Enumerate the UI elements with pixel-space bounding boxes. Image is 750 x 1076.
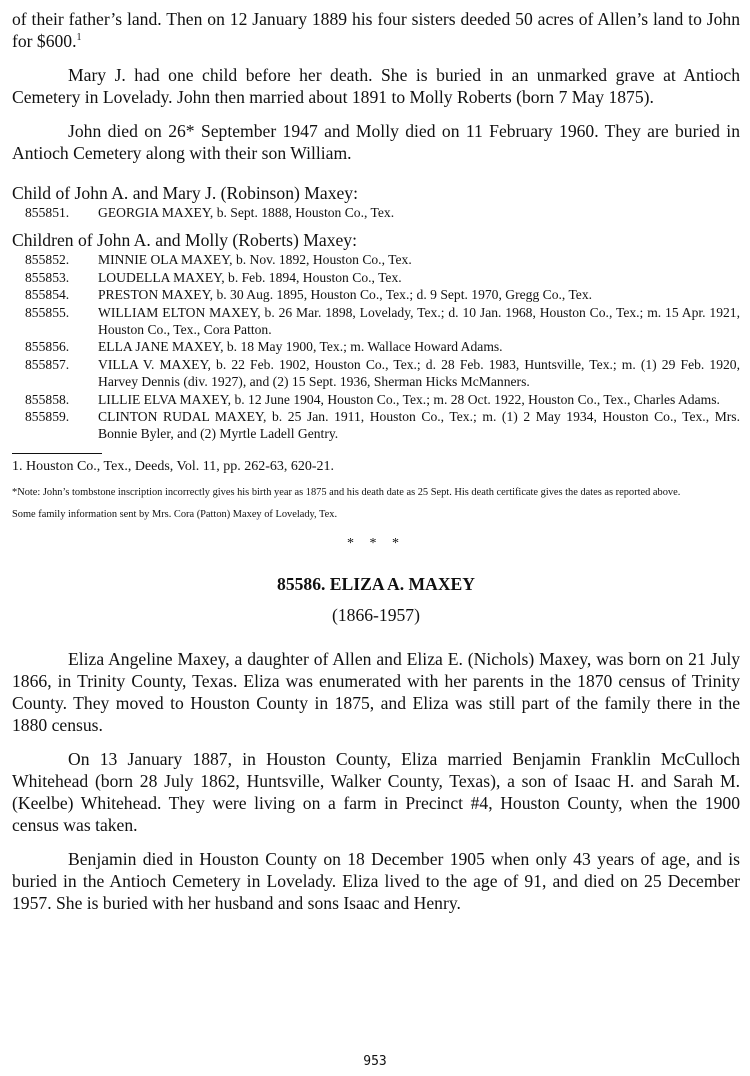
tombstone-note: *Note: John’s tombstone inscription incorrectly gives his birth year as 1875 and his death date as 25 Sept. His death certificate gives the dates as reported above. <box>12 486 681 498</box>
section-dates: (1866-1957) <box>332 604 420 625</box>
intro-paragraph-2: Mary J. had one child before her death. She is buried in an unmarked grave at Antioch Cemetery in Lovelady. John then married about 1891 to Molly Roberts (born 7 May 1875). <box>12 65 740 107</box>
children-heading: Child of John A. and Mary J. (Robinson) Maxey: <box>12 183 358 203</box>
children-list-molly <box>12 229 740 442</box>
child-entry: CLINTON RUDAL MAXEY, b. 25 Jan. 1911, Houston Co., Tex.; m. (1) 2 May 1934, Houston Co., Tex., Mrs. Bonnie Byler, and (2) Myrtle Ladell Gentry. <box>98 409 740 442</box>
child-entry: VILLA V. MAXEY, b. 22 Feb. 1902, Houston Co., Tex.; d. 28 Feb. 1983, Huntsville, Tex.; m. (1) 29 Feb. 1920, Harvey Dennis (div. 1927), and (2) 15 Sept. 1936, Sherman Hicks McManners. <box>98 356 740 390</box>
list-item <box>12 251 740 268</box>
footnote-marker: 1 <box>76 32 82 44</box>
child-number: 855854. <box>25 287 70 303</box>
intro-paragraph-3: John died on 26* September 1947 and Molly died on 11 February 1960. They are buried in Antioch Cemetery along with their son William. <box>12 121 740 163</box>
child-entry: LOUDELLA MAXEY, b. Feb. 1894, Houston Co., Tex. <box>98 269 402 285</box>
child-number: 855857. <box>25 356 70 372</box>
list-item <box>12 286 740 303</box>
child-entry: WILLIAM ELTON MAXEY, b. 26 Mar. 1898, Lovelady, Tex.; d. 10 Jan. 1968, Houston Co., Tex.; m. 15 Apr. 1921, Houston Co., Tex., Cora Patton. <box>98 304 740 338</box>
child-entry: ELLA JANE MAXEY, b. 18 May 1900, Tex.; m. Wallace Howard Adams. <box>98 339 503 355</box>
section-title: 85586. ELIZA A. MAXEY <box>277 573 475 594</box>
child-number: 855855. <box>25 304 70 320</box>
list-item <box>12 269 740 286</box>
list-item <box>12 408 740 443</box>
child-number: 855859. <box>25 409 70 425</box>
child-number: 855853. <box>25 269 70 285</box>
footnote-divider <box>12 453 102 454</box>
section-paragraph-2: On 13 January 1887, in Houston County, Eliza married Benjamin Franklin McCulloch Whitehead (born 28 July 1862, Huntsville, Walker County, Texas), a son of Isaac H. and Sarah M. (Keelbe) Whitehead. They were living on a farm in Precinct #4, Houston County, when the 1900 census was taken. <box>12 748 740 835</box>
section-paragraph-1: Eliza Angeline Maxey, a daughter of Allen and Eliza E. (Nichols) Maxey, was born on 21 July 1866, in Trinity County, Texas. Eliza was enumerated with her parents in the 1870 census of Trinity County. They moved to Houston County in 1875, and Eliza was still part of the family there in the 1880 census. <box>12 648 740 735</box>
child-entry: MINNIE OLA MAXEY, b. Nov. 1892, Houston Co., Tex. <box>98 252 412 268</box>
child-number: 855852. <box>25 252 70 268</box>
list-item <box>12 391 740 408</box>
list-item <box>12 204 740 221</box>
source-note: Some family information sent by Mrs. Cora (Patton) Maxey of Lovelady, Tex. <box>12 508 338 520</box>
list-item <box>12 338 740 355</box>
child-entry: GEORGIA MAXEY, b. Sept. 1888, Houston Co., Tex. <box>98 205 395 220</box>
intro-paragraph-1: of their father’s land. Then on 12 January 1889 his four sisters deeded 50 acres of Allen’s land to John for $600.$^1$ <box>12 9 740 51</box>
list-item <box>12 356 740 391</box>
children-list-mary <box>12 182 740 221</box>
section-separator: * * * <box>347 535 405 551</box>
child-entry: LILLIE ELVA MAXEY, b. 12 June 1904, Houston Co., Tex.; m. 28 Oct. 1922, Houston Co., Tex., Charles Adams. <box>98 391 720 407</box>
section-paragraph-3: Benjamin died in Houston County on 18 December 1905 when only 43 years of age, and is buried in the Antioch Cemetery in Lovelady. Eliza lived to the age of 91, and died on 25 December 1957. She is buried with her husband and sons Isaac and Henry. <box>12 848 740 913</box>
child-number: 855858. <box>25 391 70 407</box>
children-heading: Children of John A. and Molly (Roberts) Maxey: <box>12 230 357 251</box>
list-item <box>12 304 740 339</box>
footnote: 1. Houston Co., Tex., Deeds, Vol. 11, pp. 262-63, 620-21. <box>12 458 335 474</box>
page-number: 953 <box>363 1054 387 1069</box>
child-number: 855851. <box>25 205 70 220</box>
document-page <box>12 8 740 926</box>
child-number: 855856. <box>25 339 70 355</box>
child-entry: PRESTON MAXEY, b. 30 Aug. 1895, Houston Co., Tex.; d. 9 Sept. 1970, Gregg Co., Tex. <box>98 287 593 303</box>
